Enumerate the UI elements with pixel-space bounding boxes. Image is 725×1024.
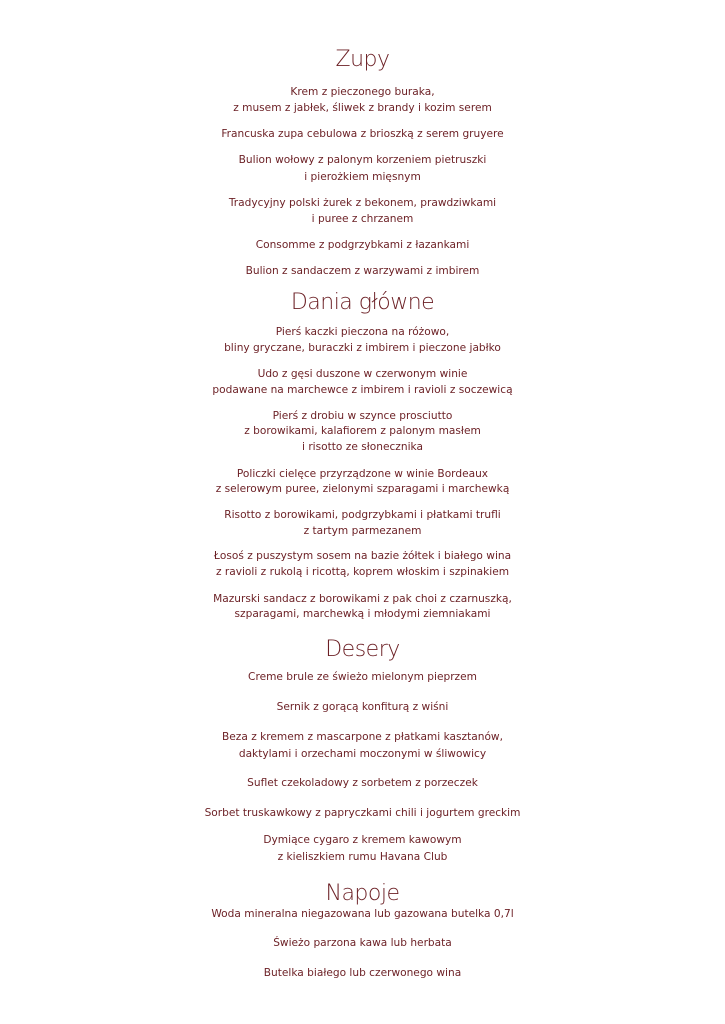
menu-item-line: z musem z jabłek, śliwek z brandy i kozim serem (233, 102, 492, 114)
menu-item-line: z tartym parmezanem (303, 525, 422, 537)
menu-item-line: Creme brule ze świeżo mielonym pieprzem (248, 671, 477, 683)
menu-item-line: Krem z pieczonego buraka, (290, 86, 435, 98)
menu-item-line: bliny gryczane, buraczki z imbirem i pieczone jabłko (224, 342, 501, 354)
menu-item-line: Woda mineralna niegazowana lub gazowana butelka 0,7l (211, 908, 514, 920)
menu-item-line: Udo z gęsi duszone w czerwonym winie (257, 368, 468, 380)
menu-item-line: Sorbet truskawkowy z papryczkami chili i jogurtem greckim (204, 807, 521, 819)
menu-item-line: i puree z chrzanem (311, 213, 414, 225)
menu-item-line: Bulion wołowy z palonym korzeniem pietruszki (238, 154, 487, 166)
menu-item-line: Policzki cielęce przyrządzone w winie Bordeaux (236, 468, 489, 480)
menu-item-line: podawane na marchewce z imbirem i ravioli z soczewicą (212, 384, 513, 396)
menu-item-line: Suflet czekoladowy z sorbetem z porzeczek (247, 777, 478, 789)
menu-item-line: Francuska zupa cebulowa z brioszką z serem gruyere (221, 128, 504, 140)
menu-item-line: Świeżo parzona kawa lub herbata (273, 937, 452, 949)
menu-item-line: Butelka białego lub czerwonego wina (263, 967, 462, 979)
menu-item-line: Tradycyjny polski żurek z bekonem, prawdziwkami (228, 197, 497, 209)
menu-item-line: z selerowym puree, zielonymi szparagami i marchewką (215, 483, 510, 495)
menu-item-line: daktylami i orzechami moczonymi w śliwowicy (238, 748, 487, 760)
section-title-desery: Desery (325, 637, 400, 662)
menu-item-line: Pierś kaczki pieczona na różowo, (275, 326, 450, 338)
menu-item-line: i pierożkiem mięsnym (304, 171, 421, 183)
menu-item-line: i risotto ze słonecznika (302, 441, 423, 453)
section-title-dania-glowne: Dania główne (290, 290, 435, 315)
menu-item-line: Risotto z borowikami, podgrzybkami i płatkami trufli (224, 509, 501, 521)
menu-item-line: Bulion z sandaczem z warzywami z imbirem (245, 265, 480, 277)
section-title-napoje: Napoje (325, 881, 400, 906)
menu-item-line: Mazurski sandacz z borowikami z pak choi z czarnuszką, (213, 593, 512, 605)
section-title-zupy: Zupy (335, 47, 390, 72)
menu-item-line: Sernik z gorącą konfiturą z wiśni (276, 701, 449, 713)
menu-item-line: Dymiące cygaro z kremem kawowym (263, 834, 462, 846)
menu-item-line: z borowikami, kalafiorem z palonym masłem (244, 425, 481, 437)
menu-item-line: Łosoś z puszystym sosem na bazie żółtek i białego wina (213, 550, 512, 562)
menu-item-line: z ravioli z rukolą i ricottą, koprem włoskim i szpinakiem (215, 566, 510, 578)
menu-item-line: szparagami, marchewką i młodymi ziemniakami (234, 608, 491, 620)
menu-item-line: Beza z kremem z mascarpone z płatkami kasztanów, (222, 731, 503, 743)
menu-item-line: Pierś z drobiu w szynce prosciutto (272, 410, 453, 422)
menu-item-line: Consomme z podgrzybkami z łazankami (255, 239, 470, 251)
menu-item-line: z kieliszkiem rumu Havana Club (277, 851, 448, 863)
